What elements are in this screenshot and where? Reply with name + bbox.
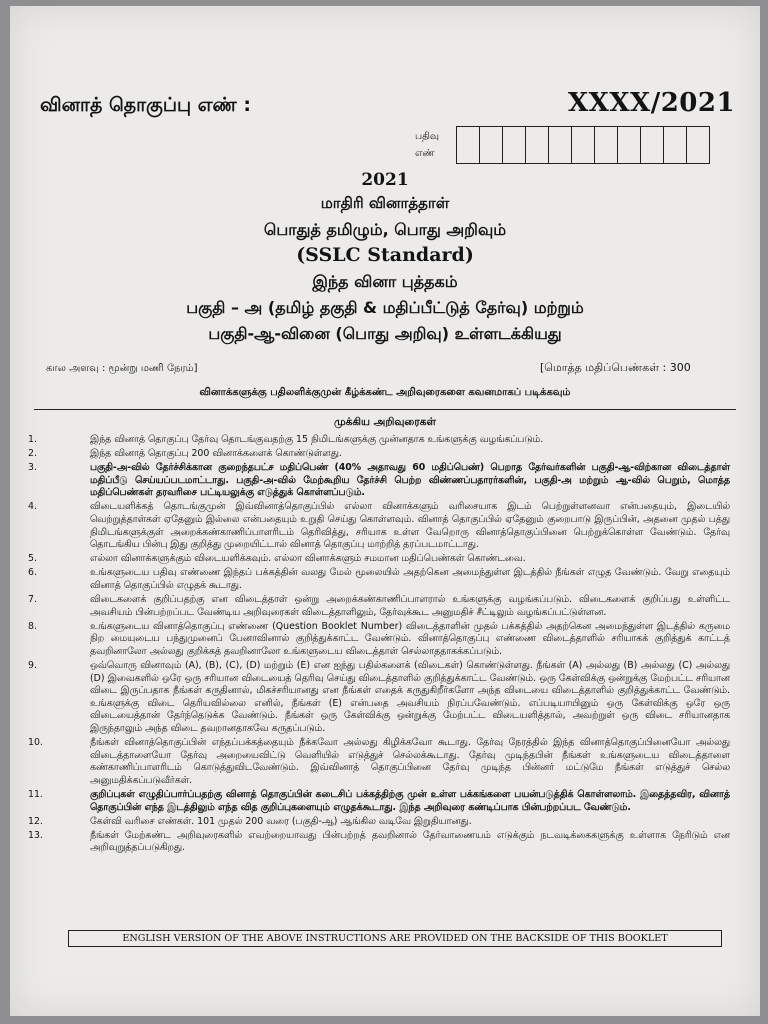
register-digit-box[interactable]: [572, 127, 595, 163]
title-booklet: இந்த வினா புத்தகம்: [312, 272, 458, 291]
title-part-b: பகுதி-ஆ-வினை (பொது அறிவு) உள்ளடக்கியது: [208, 324, 562, 343]
instruction-item: 9. ஒவ்வொரு வினாவும் (A), (B), (C), (D) மற்றும் (E) என ஐந்து பதில்களைக் (விடைகள்) கொண்டுள்ளது. நீங்கள் (A) அல்லது (B) அல்லது (C) அல்லது (D) இவைகளில் ஒரே ஒரு சரியான விடையைத் தெரிவு செய்து விடைத்தாளில் குறித்துக்காட்ட வேண்டும். ஒரு கேள்விக்கு ஒன்றுக்கு மேற்பட்ட சரியான விடை இருப்பதாக நீங்கள் கருதினால், மிகச்சரியானது என நீங்கள் எதைக் கருதுகிறீர்களோ அந்த விடையை விடைத்தாளில் குறித்துக்காட்ட வேண்டும். உங்களுக்கு விடை தெரியவில்லை எனில், நீங்கள் (E) என்பதை அவசியம் நிரப்பவேண்டும். எப்படியாயினும் ஒரு கேள்விக்கு ஒரே ஒரு விடையைத்தான் தேர்ந்தெடுக்க வேண்டும். நீங்கள் ஒரு கேள்விக்கு ஒன்றுக்கு மேற்பட்ட விடையளித்தால், அவற்றுள் ஒரு விடை சரியானதாக இருந்தாலும் அந்த விடை தவறானதாகவே கருதப்படும்.: [28, 660, 730, 735]
maximum-marks: [மொத்த மதிப்பெண்கள் : 300: [540, 361, 691, 374]
title-subject: பொதுத் தமிழும், பொது அறிவும்: [263, 220, 507, 239]
instruction-item: 8. உங்களுடைய வினாத்தொகுப்பு எண்ணை (Question Booklet Number) விடைத்தாளின் முதல் பக்கத்தில் அதற்கென அமைந்துள்ள இடத்தில் கருமை நிற மையுடைய பந்துமுனைப் பேனாவினால் குறித்துக்காட்ட வேண்டும். வினாத்தொகுப்பு எண்ணை விடைத்தாளில் சரியாகக் குறித்துக் காட்டத் தவறினாலோ அல்லது குறிக்கத் தவறினாலோ உங்களுடைய விடைத்தாள் செல்லாததாகக்கப்படும்.: [28, 620, 730, 657]
register-digit-box[interactable]: [503, 127, 526, 163]
register-digit-box[interactable]: [687, 127, 709, 163]
title-standard: (SSLC Standard): [296, 244, 474, 266]
read-instructions-note: வினாக்களுக்கு பதிலளிக்குமுன் கீழ்க்கண்ட அறிவுரைகளை கவனமாகப் படிக்கவும்: [199, 387, 571, 398]
register-number-label: பதிவு எண்: [415, 131, 439, 159]
instruction-item: 10. நீங்கள் வினாத்தொகுப்பின் எந்தப்பக்கத்தையும் நீக்கவோ அல்லது கிழிக்கவோ கூடாது. தேர்வு நேரத்தில் இந்த வினாத்தொகுப்பினையோ அல்லது விடைத்தாளையோ தேர்வு அறையைவிட்டு வெளியில் எடுத்துச் செல்லக்கூடாது. தேர்வு முடிந்தபின் நீங்கள் உங்களுடைய விடைத்தாளை கண்காணிப்பாளரிடம் கொடுத்துவிடவேண்டும். இவ்வினாத் தொகுப்பினை தேர்வு முடிந்த பின்னர் மட்டுமே நீங்கள் எடுத்துச் செல்ல அனுமதிக்கப்படுவீர்கள்.: [28, 737, 730, 786]
booklet-code: XXXX/2021: [568, 88, 736, 118]
exam-duration: கால அளவு : மூன்று மணி நேரம்]: [46, 363, 198, 374]
instruction-item: 1. இந்த வினாத் தொகுப்பு தேர்வு தொடங்குவதற்கு 15 நிமிடங்களுக்கு முன்னதாக உங்களுக்கு வழங்கப்படும்.: [28, 434, 544, 445]
title-model-paper: மாதிரி வினாத்தாள்: [320, 194, 450, 212]
register-digit-box[interactable]: [457, 127, 480, 163]
title-part-a: பகுதி – அ (தமிழ் தகுதி & மதிப்பீட்டுத் தேர்வு) மற்றும்: [186, 298, 584, 317]
instruction-item: 4. விடையளிக்கத் தொடங்குமுன் இவ்வினாத்தொகுப்பில் எல்லா வினாக்களும் வரிசையாக இடம் பெற்றுள்ளனவா என்பதையும், இடையில் வெற்றுத்தாள்கள் ஏதேனும் இல்லை என்பதையும் உறுதி செய்து கொள்ளவும். வினாத் தொகுப்பில் ஏதேனும் குறைபாடு இருப்பின், அதனை முதல் பத்து நிமிடங்களுக்குள் அறைக்கண்காணிப்பாளரிடம் தெரிவித்து, சரியாக உள்ள வேறொரு வினாத்தொகுப்பினை பெற்றுக்கொள்ள வேண்டும். தேர்வு தொடங்கிய பின்பு இது குறித்து முறையிட்டால் வினாத் தொகுப்பு மாற்றித் தரப்படமாட்டாது.: [28, 501, 730, 551]
register-digit-box[interactable]: [595, 127, 618, 163]
instructions-list: [28, 434, 730, 857]
register-digit-box[interactable]: [664, 127, 687, 163]
register-digit-box[interactable]: [526, 127, 549, 163]
register-digit-box[interactable]: [618, 127, 641, 163]
instruction-item: 11. குறிப்புகள் எழுதிப்பார்ப்பதற்கு வினாத் தொகுப்பின் கடைசிப் பக்கத்திற்கு முன் உள்ள பக்கங்களை பயன்படுத்திக் கொள்ளலாம். இதைத்தவிர, வினாத் தொகுப்பின் எந்த இடத்திலும் எந்த வித குறிப்புகளையும் எழுதக்கூடாது. இந்த அறிவுரை கண்டிப்பாக பின்பற்றப்பட வேண்டும்.: [28, 789, 730, 813]
instruction-item: 12. கேள்வி வரிசை எண்கள். 101 முதல் 200 வரை (பகுதி-ஆ) ஆங்கில வடிவே இறுதியானது.: [28, 815, 472, 827]
instruction-item: 3. பகுதி-அ-வில் தேர்ச்சிக்கான குறைந்தபட்ச மதிப்பெண் (40% அதாவது 60 மதிப்பெண்) பெறாத தேர்வர்களின் பகுதி-ஆ-விற்கான விடைத்தாள் மதிப்பீடு செய்யப்படமாட்டாது. பகுதி-அ-வில் மேற்கூறிய தேர்ச்சி பெற்ற விண்ணப்பதாரர்களின், பகுதி-அ மற்றும் ஆ-வில் பெறும், மொத்த மதிப்பெண்கள் தரவரிசை பட்டியலுக்கு எடுத்துக் கொள்ளப்படும்.: [28, 462, 730, 499]
instruction-item: 5. எல்லா வினாக்களுக்கும் விடையளிக்கவும். எல்லா வினாக்களும் சமமான மதிப்பெண்கள் கொண்டவை.: [28, 553, 526, 565]
register-digit-box[interactable]: [480, 127, 503, 163]
register-digit-box[interactable]: [641, 127, 664, 163]
exam-booklet-page: [10, 6, 760, 1016]
english-version-notice: ENGLISH VERSION OF THE ABOVE INSTRUCTIONS ARE PROVIDED ON THE BACKSIDE OF THIS BOOKLET: [68, 930, 722, 947]
instruction-item: 7. விடைகளைக் குறிப்பதற்கு என விடைத்தாள் ஒன்று அறைக்கண்காணிப்பாளரால் உங்களுக்கு வழங்கப்படும். விடைகளைக் குறிப்பது உள்ளிட்ட அவசியம் பின்பற்றப்பட வேண்டிய அறிவுரைகள் விடைத்தாளிலும், தேர்வுக்கூட அனுமதிச் சீட்டிலும் வழங்கப்பட்டுள்ளன.: [28, 594, 730, 618]
divider: [34, 409, 736, 410]
instruction-item: 2. இந்த வினாத் தொகுப்பு 200 வினாக்களைக் கொண்டுள்ளது.: [28, 448, 342, 460]
booklet-number-label: வினாத் தொகுப்பு எண் :: [40, 94, 251, 116]
instructions-heading: முக்கிய அறிவுரைகள்: [334, 416, 436, 428]
exam-year: 2021: [361, 170, 409, 190]
instruction-item: 13. நீங்கள் மேற்கண்ட அறிவுரைகளில் எவற்றையாவது பின்பற்றத் தவறினால் தேர்வாணையம் எடுக்கும் நடவடிக்கைகளுக்கு உள்ளாக நேரிடும் என அறிவுறுத்தப்படுகிறது.: [28, 829, 730, 854]
register-digit-box[interactable]: [549, 127, 572, 163]
register-number-boxes[interactable]: [456, 126, 710, 164]
instruction-item: 6. உங்களுடைய பதிவு எண்ணை இந்தப் பக்கத்தின் வலது மேல் மூலையில் அதற்கென அமைந்துள்ள இடத்தில் நீங்கள் எழுத வேண்டும். வேறு எதையும் வினாத் தொகுப்பில் எழுதக் கூடாது.: [28, 567, 730, 592]
